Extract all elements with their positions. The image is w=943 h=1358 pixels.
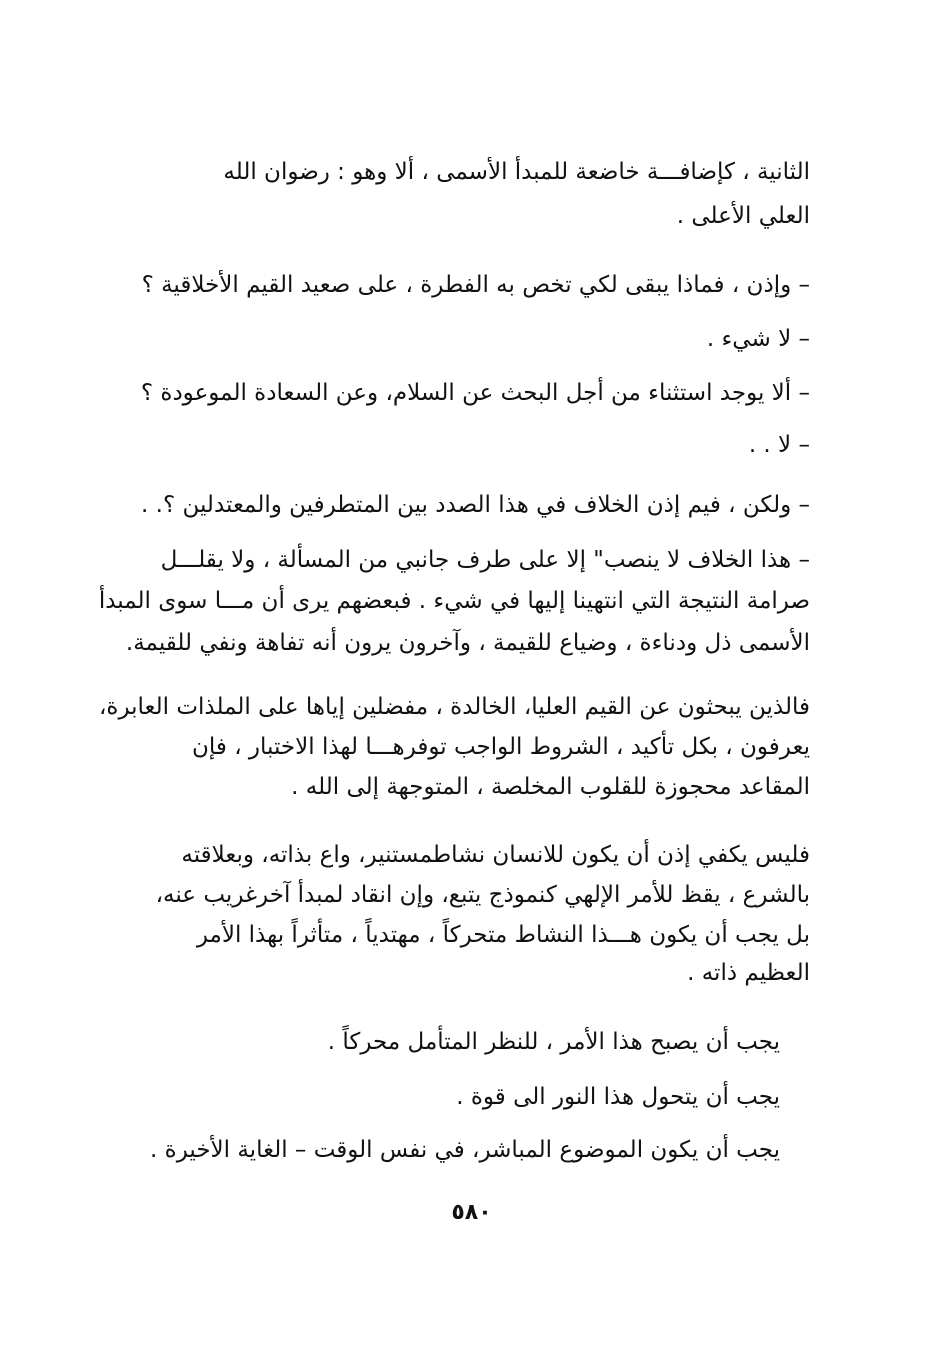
dialogue-line-5: – ولكن ، فيم إذن الخلاف في هذا الصدد بين المتطرفين والمعتدلين ؟. . [141,492,810,518]
closing-line-2: يجب أن يتحول هذا النور الى قوة . [456,1084,780,1110]
paragraph-4-line-3: بل يجب أن يكون هـــذا النشاط متحركاً ، مهتدياً ، متأثراً بهذا الأمر [196,922,810,948]
dialogue-line-4: – لا . . [748,432,810,458]
paragraph-3-line-2: يعرفون ، بكل تأكيد ، الشروط الواجب توفرهـــا لهذا الاختبار ، فإن [191,734,810,760]
paragraph-3-line-1: فالذين يبحثون عن القيم العليا، الخالدة ، مفضلين إياها على الملذات العابرة، [98,694,810,720]
paragraph-4-line-2: بالشرع ، يقظ للأمر الإلهي كنموذج يتبع، وإن انقاد لمبدأ آخرغريب عنه، [155,882,810,908]
page-number: ٥٨٠ [451,1200,492,1225]
closing-line-3: يجب أن يكون الموضوع المباشر، في نفس الوقت – الغاية الأخيرة . [150,1137,780,1163]
paragraph-2-line-1: – هذا الخلاف لا ينصب" إلا على طرف جانبي من المسألة ، ولا يقلـــل [160,547,810,573]
paragraph-4-line-4: العظيم ذاته . [687,960,810,986]
paragraph-1-line-1: الثانية ، كإضافـــة خاضعة للمبدأ الأسمى ، ألا وهو : رضوان الله [223,159,810,185]
paragraph-3-line-3: المقاعد محجوزة للقلوب المخلصة ، المتوجهة إلى الله . [291,774,810,800]
dialogue-line-3: – ألا يوجد استثناء من أجل البحث عن السلام، وعن السعادة الموعودة ؟ [140,380,810,406]
dialogue-line-1: – وإذن ، فماذا يبقى لكي تخص به الفطرة ، على صعيد القيم الأخلاقية ؟ [141,272,810,298]
dialogue-line-2: – لا شيء . [706,326,810,352]
paragraph-2-line-2: صرامة النتيجة التي انتهينا إليها في شيء . فبعضهم يرى أن مـــا سوى المبدأ [98,588,810,614]
closing-line-1: يجب أن يصبح هذا الأمر ، للنظر المتأمل محركاً . [327,1029,780,1055]
paragraph-1-line-2: العلي الأعلى . [676,203,810,229]
paragraph-2-line-3: الأسمى ذل ودناءة ، وضياع للقيمة ، وآخرون يرون أنه تفاهة ونفي للقيمة. [125,630,810,656]
paragraph-4-line-1: فليس يكفي إذن أن يكون للانسان نشاطمستنير، واع بذاته، وبعلاقته [181,842,810,868]
